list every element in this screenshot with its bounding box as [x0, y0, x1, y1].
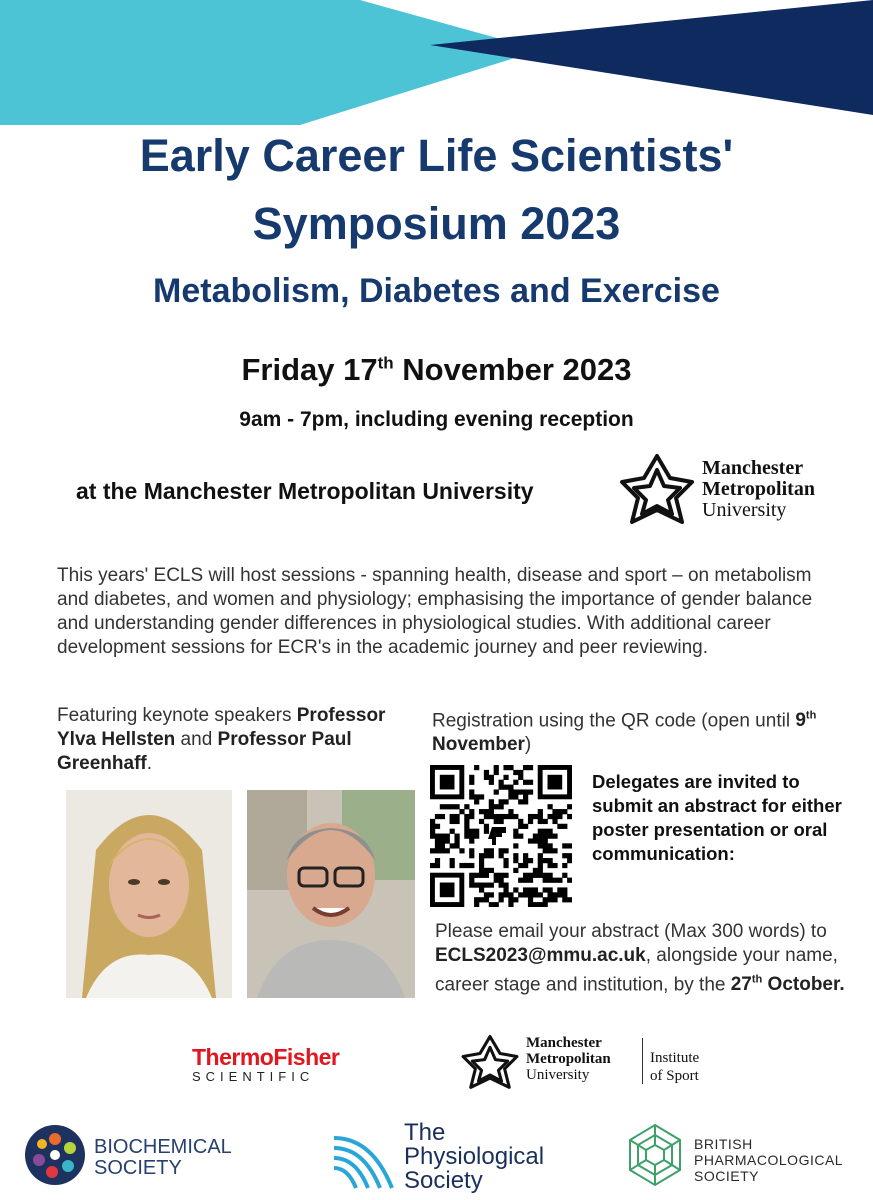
mmu-name-3: University: [702, 499, 787, 521]
subtitle: Metabolism, Diabetes and Exercise: [153, 272, 720, 310]
speaker-photo-greenhaff: [247, 790, 415, 998]
mmu-name-1: Manchester: [702, 457, 804, 479]
physiological-society-logo: The Physiological Society: [332, 1120, 562, 1196]
delegates-invitation: Delegates are invited to submit an abstract for either poster presentation or oral communication:: [592, 771, 842, 864]
logo-divider: [642, 1038, 643, 1084]
biochemical-society-logo: BIOCHEMICAL SOCIETY: [24, 1124, 244, 1188]
mmu-name-2: Metropolitan: [702, 478, 815, 500]
title-line-1: Early Career Life Scientists': [139, 130, 734, 181]
abstract-email-link[interactable]: ECLS2023@mmu.ac.uk: [435, 945, 646, 966]
registration-qr-code[interactable]: [430, 765, 572, 907]
event-venue: at the Manchester Metropolitan University: [76, 478, 534, 504]
title-line-2: Symposium 2023: [252, 198, 621, 249]
biochemical-society-icon: [24, 1124, 86, 1186]
mmu-logo: [618, 452, 848, 537]
mmu-knot-icon: [460, 1032, 520, 1098]
event-time: 9am - 7pm, including evening reception: [239, 408, 634, 431]
mmu-institute-of-sport-logo: Manchester Metropolitan University Institute of Sport: [460, 1030, 740, 1100]
bps-molecule-icon: [622, 1122, 688, 1188]
event-date: Friday 17th November 2023: [241, 352, 632, 387]
british-pharmacological-society-logo: BRITISH PHARMACOLOGICAL SOCIETY: [622, 1122, 852, 1192]
mmu-knot-icon: [618, 452, 696, 534]
thermo-fisher-logo: ThermoFisher SCIENTIFIC: [192, 1044, 340, 1084]
description: This years' ECLS will host sessions - spanning health, disease and sport – on metabolism and diabetes, and women and physiology; emphasising the importance of gender balance and understanding gender differences in physiological studies. With additional career development sessions for ECR's in the academic journey and peer reviewing.: [57, 565, 813, 658]
keynote-speakers: Featuring keynote speakers Professor Ylva Hellsten and Professor Paul Greenhaff.: [57, 705, 386, 774]
abstract-email-info: Please email your abstract (Max 300 words) to ECLS2023@mmu.ac.uk, alongside your name, career stage and institution, by the 27th October.: [435, 921, 845, 996]
header-banner: [0, 0, 873, 125]
speaker-photo-hellsten: [66, 790, 232, 998]
qr-code-icon: [430, 765, 572, 907]
physiological-society-icon: [332, 1128, 402, 1192]
registration-info: Registration using the QR code (open until 9th November): [432, 710, 817, 756]
